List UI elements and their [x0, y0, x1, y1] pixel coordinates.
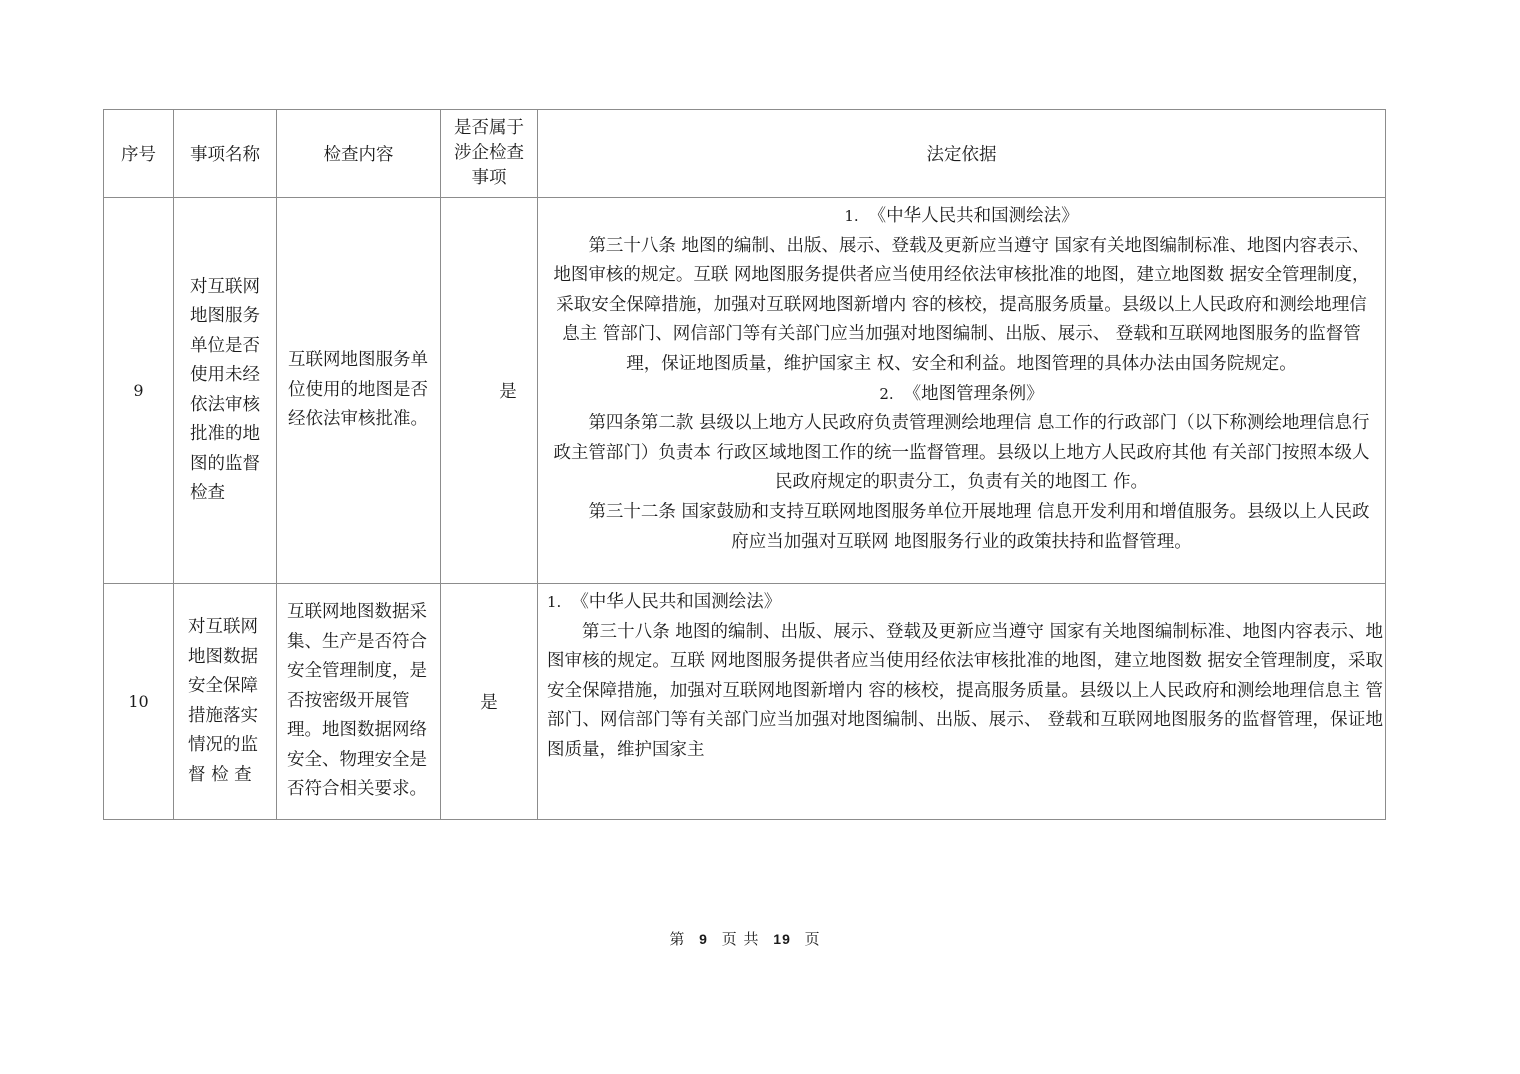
footer-prefix: 第	[669, 930, 686, 948]
row-item-name: 对互联网地图服务单位是否使用未经依法审核批准的地图的监督检查	[174, 198, 277, 584]
footer-mid: 页 共	[721, 930, 760, 948]
row-legal-basis	[538, 198, 1386, 584]
footer-total-pages: 19	[773, 931, 791, 947]
table-header-row	[104, 110, 1386, 198]
table-row	[104, 198, 1386, 584]
row-index: 10	[104, 584, 174, 820]
law-name: 《中华人民共和国测绘法》	[868, 206, 1079, 226]
law-article: 第四条第二款 县级以上地方人民政府负责管理测绘地理信 息工作的行政部门（以下称测绘地理信息行政主管部门）负责本 行政区域地图工作的统一监督管理。县级以上地方人民政府其他 有关部门按照本级人民政府规定的职责分工，负责有关的地图工 作。	[553, 413, 1370, 493]
law-number: 1.	[547, 593, 562, 611]
header-index: 序号	[104, 110, 174, 198]
header-is-enterprise: 是否属于涉企检查事项	[441, 110, 538, 198]
footer-suffix: 页	[804, 930, 821, 948]
header-item-name: 事项名称	[174, 110, 277, 198]
law-name: 《中华人民共和国测绘法》	[571, 592, 782, 612]
law-article: 第三十八条 地图的编制、出版、展示、登载及更新应当遵守 国家有关地图编制标准、地图内容表示、地图审核的规定。互联 网地图服务提供者应当使用经依法审核批准的地图，建立地图数 据安全管理制度，采取安全保障措施，加强对互联网地图新增内 容的核校，提高服务质量。县级以上人民政府和测绘地理信息主 管部门、网信部门等有关部门应当加强对地图编制、出版、展示、 登载和互联网地图服务的监督管理，保证地图质量，维护国家主	[547, 621, 1383, 760]
header-legal-basis: 法定依据	[538, 110, 1386, 198]
law-title	[548, 380, 1375, 410]
law-number: 1.	[844, 207, 859, 225]
header-check-content: 检查内容	[277, 110, 441, 198]
inspection-table	[103, 109, 1386, 820]
row-check-content: 互联网地图服务单位使用的地图是否经依法审核批准。	[277, 198, 441, 584]
row-check-content: 互联网地图数据采集、生产是否符合安全管理制度，是否按密级开展管理。地图数据网络安全、物理安全是否符合相关要求。	[277, 584, 441, 820]
footer-page-number: 9	[699, 931, 708, 947]
row-is-enterprise: 是	[441, 198, 538, 584]
row-index: 9	[104, 198, 174, 584]
law-number: 2.	[879, 384, 894, 403]
row-is-enterprise: 是	[441, 584, 538, 820]
row-item-name: 对互联网地图数据安全保障措施落实情况的监督 检 查	[174, 584, 277, 820]
law-name: 《地图管理条例》	[903, 383, 1044, 404]
law-article: 第三十八条 地图的编制、出版、展示、登载及更新应当遵守 国家有关地图编制标准、地图内容表示、地图审核的规定。互联 网地图服务提供者应当使用经依法审核批准的地图，建立地图数 据安全管理制度，采取安全保障措施，加强对互联网地图新增内 容的核校，提高服务质量。县级以上人民政府和测绘地理信息主 管部门、网信部门等有关部门应当加强对地图编制、出版、展示、 登载和互联网地图服务的监督管理，保证地图质量，维护国家主 权、安全和利益。地图管理的具体办法由国务院规定。	[553, 235, 1370, 374]
page-footer	[0, 928, 1490, 949]
law-article: 第三十二条 国家鼓励和支持互联网地图服务单位开展地理 信息开发利用和增值服务。县级以上人民政府应当加强对互联网 地图服务行业的政策扶持和监督管理。	[588, 501, 1370, 552]
law-title	[548, 202, 1375, 232]
table-row	[104, 584, 1386, 820]
row-legal-basis	[538, 584, 1386, 820]
law-title	[547, 588, 1383, 618]
